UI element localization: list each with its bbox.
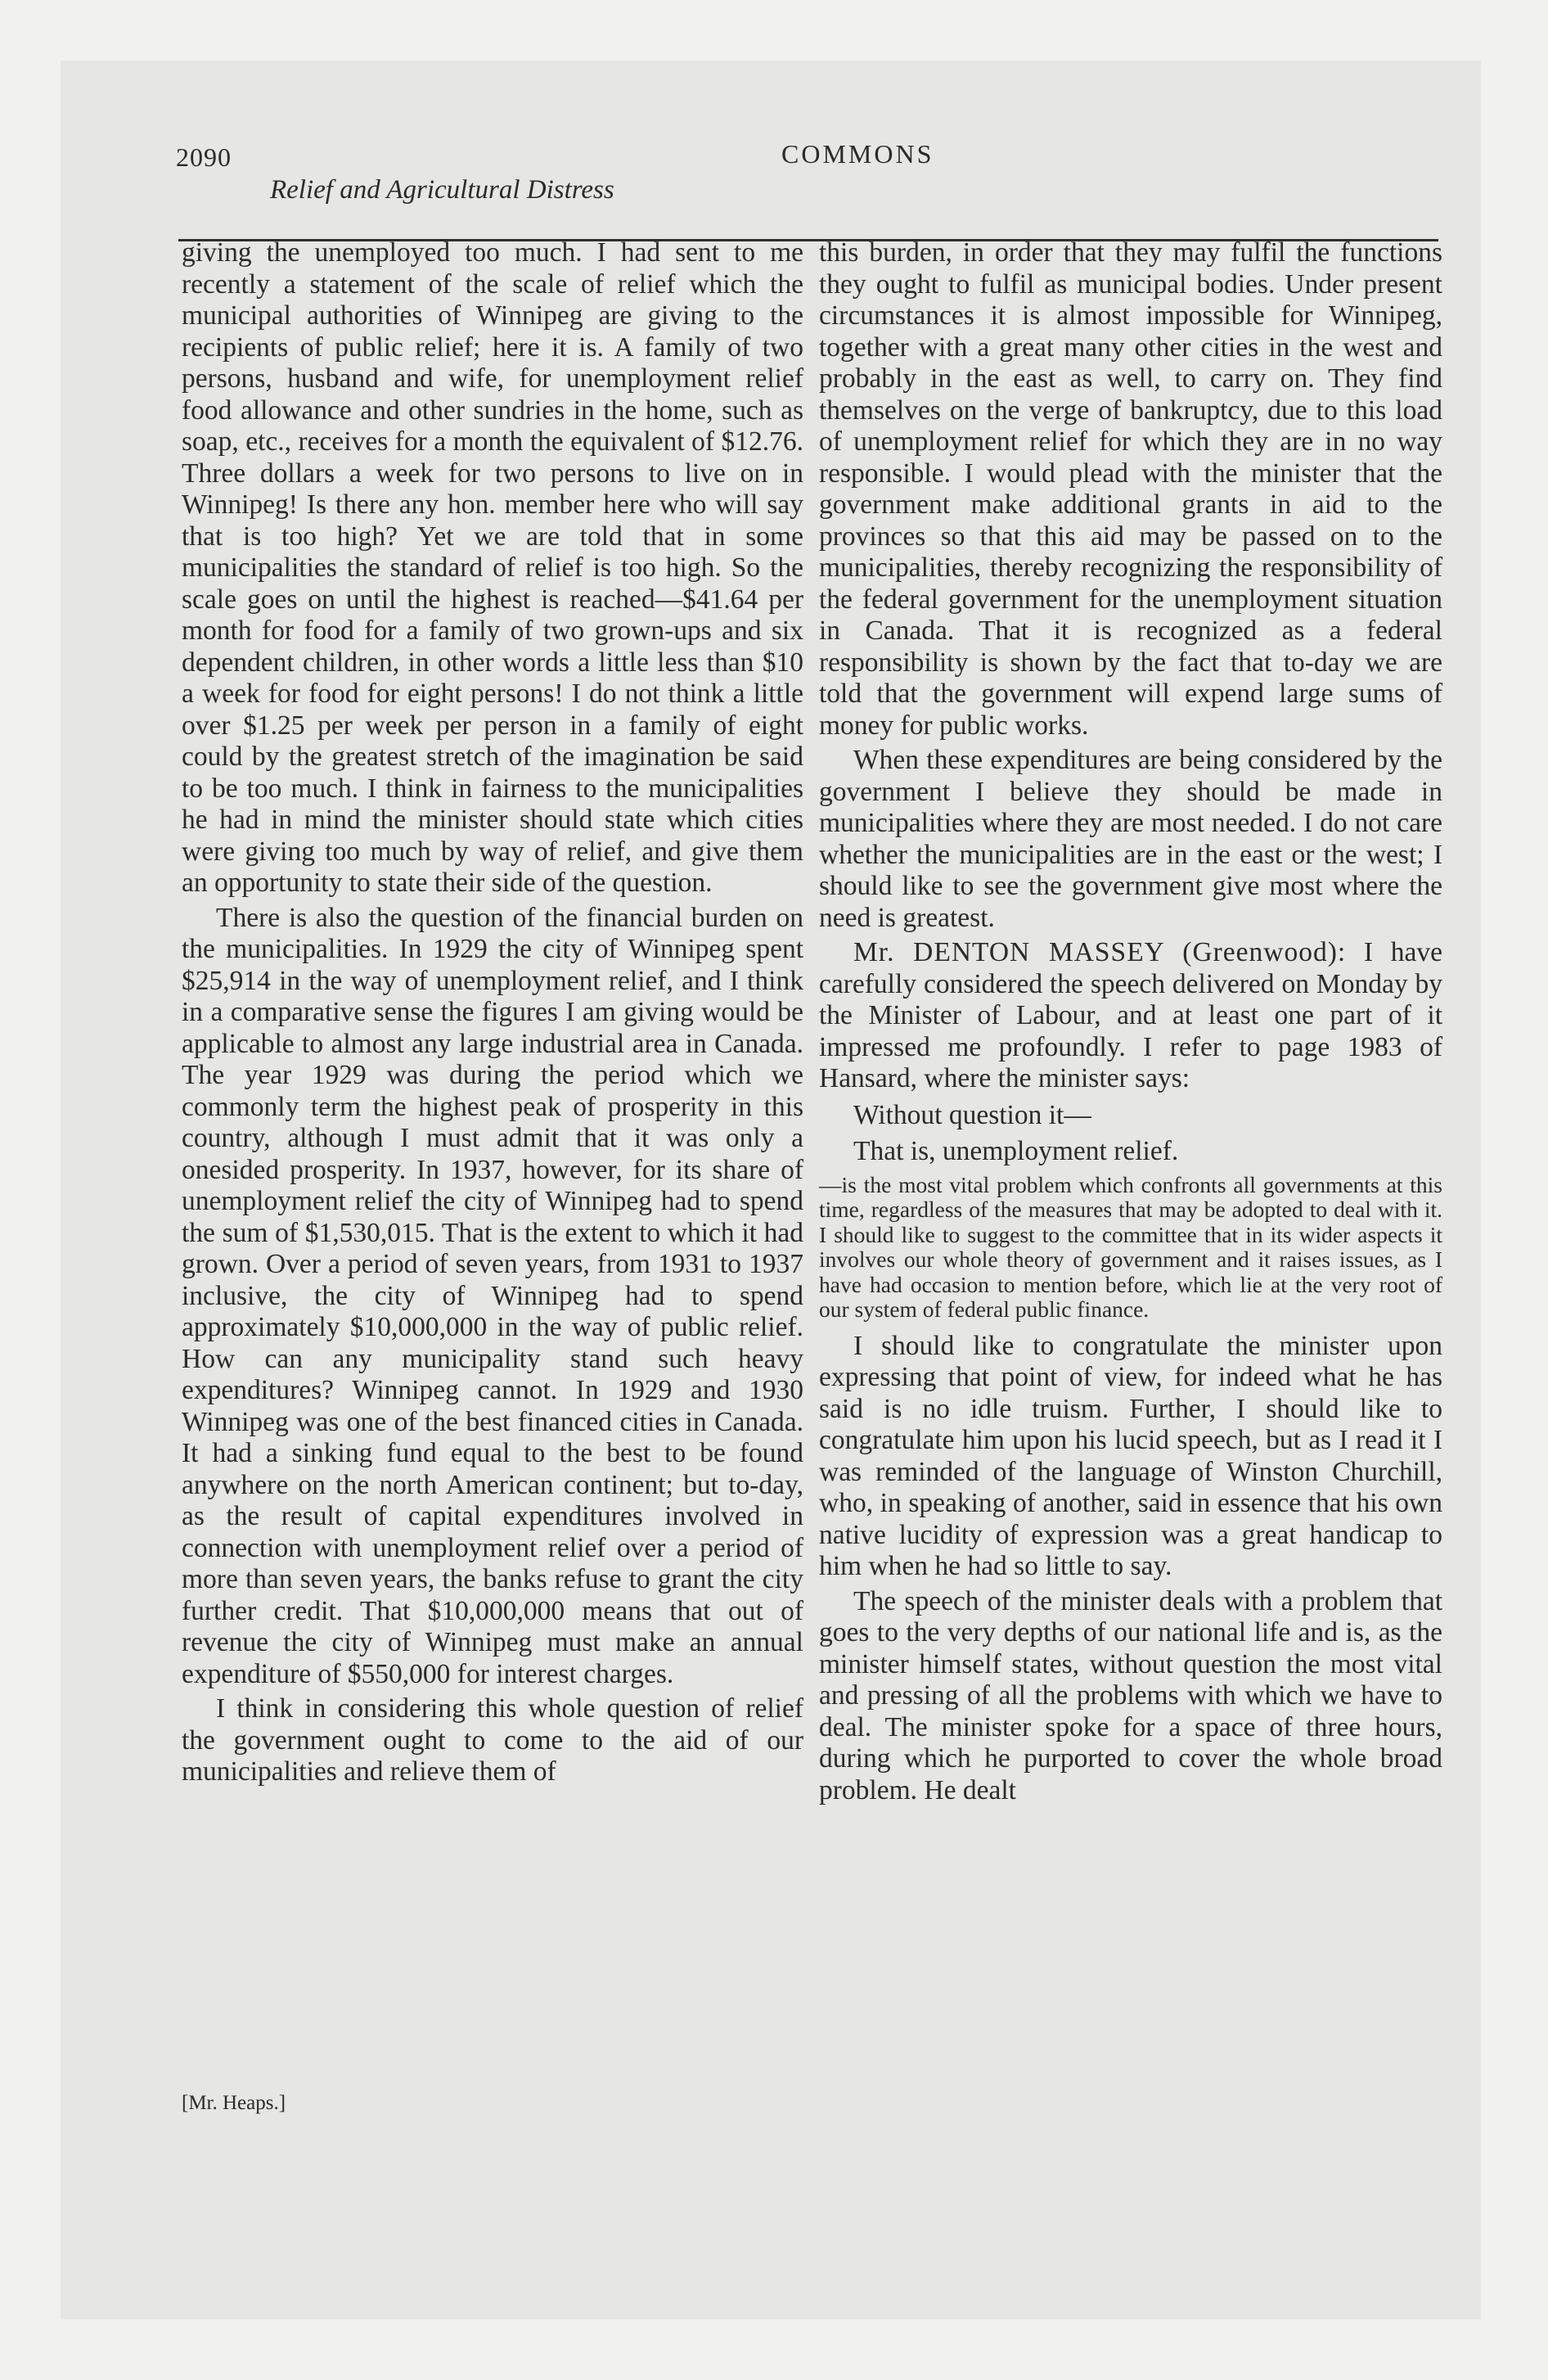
block-quote: —is the most vital problem which confronts all governments at this time, regardless of the measures that may be adopted to deal with it. I should like to suggest to the committee that in its wider aspects it involves our whole theory of government and it raises issues, as I have had occasion to mention before, which lie at the very root of our system of federal public finance. xyxy=(819,1171,1442,1322)
paragraph: When these expenditures are being considered by the government I believe they should be made in municipalities where they are most needed. I do not care whether the municipalities are in the east or the west; I should like to see the government give most where the need is greatest. xyxy=(819,745,1442,933)
speaker-text: I have carefully considered the speech delivered on Monday by the Minister of Labour, and at least one part of it impressed me profoundly. I refer to page 1983 of Hansard, where the minister says: xyxy=(819,937,1442,1093)
left-column xyxy=(182,237,803,1788)
paragraph: There is also the question of the financial burden on the municipalities. In 1929 the city of Winnipeg spent $25,914 in the way of unemployment relief, and I think in a comparative sense the figures I am giving would be applicable to almost any large industrial area in Canada. The year 1929 was during the period which we commonly term the highest peak of prosperity in this country, although I must admit that it was only a onesided prosperity. In 1937, however, for its share of unemployment relief the city of Winnipeg had to spend the sum of $1,530,015. That is the extent to which it had grown. Over a period of seven years, from 1931 to 1937 inclusive, the city of Winnipeg had to spend approximately $10,000,000 in the way of public relief. How can any municipality stand such heavy expenditures? Winnipeg cannot. In 1929 and 1930 Winnipeg was one of the best financed cities in Canada. It had a sinking fund equal to the best to be found anywhere on the north American continent; but to-day, as the result of capital expenditures involved in connection with unemployment relief over a period of more than seven years, the banks refuse to grant the city further credit. That $10,000,000 means that out of revenue the city of Winnipeg must make an annual expenditure of $550,000 for interest charges. xyxy=(182,902,803,1689)
speaker-name: Mr. DENTON MASSEY (Greenwood): xyxy=(853,937,1347,967)
running-head: COMMONS xyxy=(781,139,934,169)
quote-intro: Without question it— xyxy=(853,1099,1091,1130)
speaker-paragraph xyxy=(819,937,1442,1095)
paragraph: The speech of the minister deals with a problem that goes to the very depths of our national life and is, as the minister himself states, without question the most vital and pressing of all the problems with which we have to deal. The minister spoke for a space of three hours, during which he purported to cover the whole broad problem. He dealt xyxy=(819,1585,1442,1805)
running-subhead: Relief and Agricultural Distress xyxy=(270,175,614,205)
quote-intro: That is, unemployment relief. xyxy=(853,1136,1179,1166)
paragraph: I should like to congratulate the minister upon expressing that point of view, for indeed what he has said is no idle truism. Further, I should like to congratulate him upon his lucid speech, but as I read it I was reminded of the language of Winston Churchill, who, in speaking of another, said in essence that his own native lucidity of expression was a great handicap to him when he had so little to say. xyxy=(819,1330,1442,1581)
speaker-reference: [Mr. Heaps.] xyxy=(182,2092,286,2114)
paragraph: I think in considering this whole question of relief the government ought to come to the aid of our municipalities and relieve them of xyxy=(182,1693,803,1787)
right-column xyxy=(819,237,1442,1806)
page-number: 2090 xyxy=(176,142,232,172)
page-header xyxy=(119,134,1436,208)
paragraph: this burden, in order that they may fulfil the functions they ought to fulfil as municipal bodies. Under present circumstances it is almost impossible for Winnipeg, together with a great many other cities in the west and probably in the east as well, to carry on. They find themselves on the verge of bankruptcy, due to this load of unemployment relief for which they are in no way responsible. I would plead with the minister that the government make additional grants in aid to the provinces so that this aid may be passed on to the municipalities, thereby recognizing the responsibility of the federal government for the unemployment situation in Canada. That it is recognized as a federal responsibility is shown by the fact that to-day we are told that the government will expend large sums of money for public works. xyxy=(819,237,1442,741)
paragraph: giving the unemployed too much. I had sent to me recently a statement of the scale of relief which the municipal authorities of Winnipeg are giving to the recipients of public relief; here it is. A family of two persons, husband and wife, for unemployment relief food allowance and other sundries in the home, such as soap, etc., receives for a month the equivalent of $12.76. Three dollars a week for two persons to live on in Winnipeg! Is there any hon. member here who will say that is too high? Yet we are told that in some municipalities the standard of relief is too high. So the scale goes on until the highest is reached—$41.64 per month for food for a family of two grown-ups and six dependent children, in other words a little less than $10 a week for food for eight persons! I do not think a little over $1.25 per week per person in a family of eight could by the greatest stretch of the imagination be said to be too much. I think in fairness to the municipalities he had in mind the minister should state which cities were giving too much by way of relief, and give them an opportunity to state their side of the question. xyxy=(182,237,803,898)
